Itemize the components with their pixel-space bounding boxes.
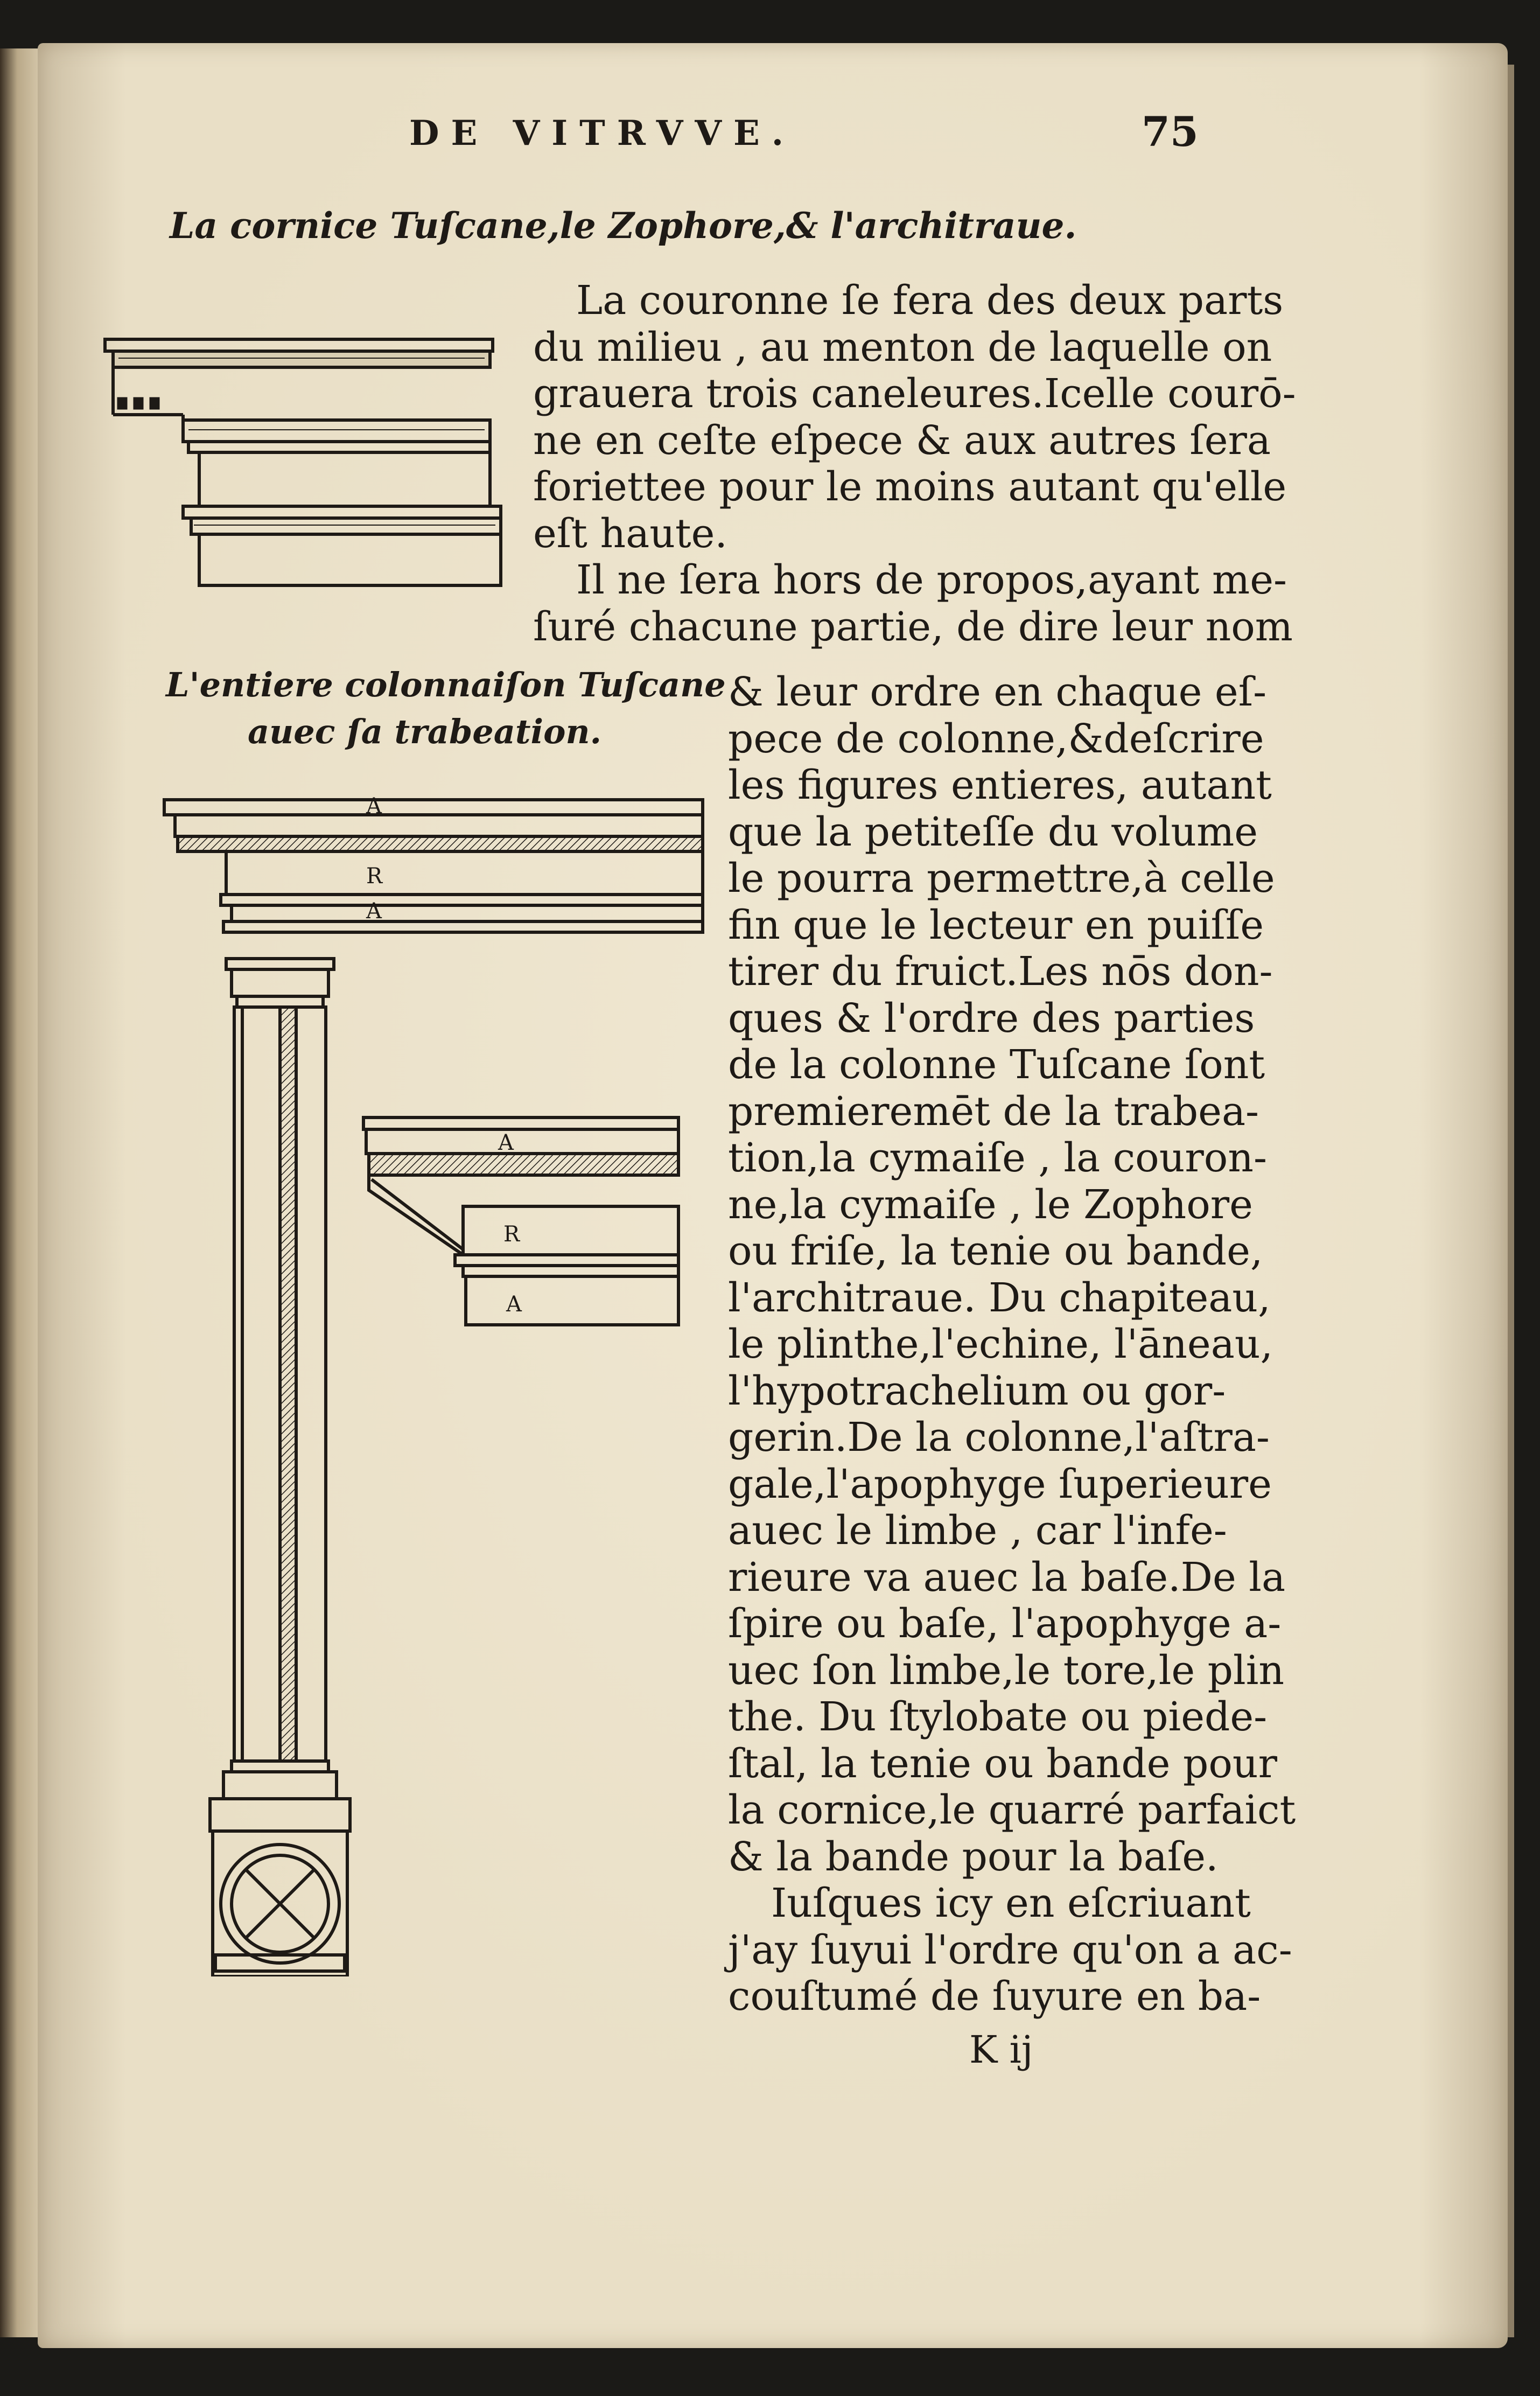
label-upper-r: R [366, 864, 383, 889]
text-line: le plinthe,l'echine, l'āneau, [728, 1321, 1273, 1367]
text-line: ne en ceſte eſpece & aux autres ſera [533, 417, 1271, 464]
caption-colonnaison-line2: auec ſa trabeation. [248, 712, 602, 751]
text-line: Il ne ſera hors de propos,ayant me- [576, 557, 1287, 603]
caption-colonnaison-line1: L'entiere colonnaiſon Tuſcane [166, 665, 726, 704]
label-detail-a2: A [506, 1292, 522, 1317]
text-line: ſpire ou baſe, l'apophyge a- [728, 1601, 1282, 1647]
text-line: du milieu , au menton de laquelle on [533, 324, 1272, 371]
text-line: auec le limbe , car l'infe- [728, 1507, 1227, 1554]
text-line: de la colonne Tuſcane ſont [728, 1042, 1265, 1088]
text-line: couſtumé de ſuyure en ba- [728, 1973, 1261, 2020]
text-line: gale,l'apophyge ſuperieure [728, 1461, 1272, 1507]
left-page-edge [0, 48, 43, 2337]
text-line: ques & l'ordre des parties [728, 995, 1255, 1042]
text-line: ſtal, la tenie ou bande pour [728, 1740, 1277, 1787]
text-line: ne,la cymaiſe , le Zophore [728, 1181, 1253, 1228]
text-line: la cornice,le quarré parfaict [728, 1787, 1296, 1833]
text-line: La couronne ſe fera des deux parts [576, 277, 1284, 324]
text-line: ou friſe, la tenie ou bande, [728, 1228, 1263, 1274]
running-head: DE VITRVVE. [409, 113, 796, 153]
text-line: l'architraue. Du chapiteau, [728, 1274, 1271, 1321]
text-line: grauera trois caneleures.Icelle courō- [533, 371, 1296, 417]
text-line: tirer du fruict.Les nōs don- [728, 948, 1273, 995]
page-number: 75 [1142, 108, 1199, 156]
text-block-lower [728, 669, 1296, 2020]
page-right-edge [1508, 65, 1514, 2337]
text-line: uec ſon limbe,le tore,le plin [728, 1647, 1285, 1694]
text-line: premieremēt de la trabea- [728, 1088, 1259, 1135]
text-line: tion,la cymaiſe , la couron- [728, 1135, 1267, 1181]
cornice-woodcut [102, 334, 506, 592]
text-line: Iuſques icy en eſcriuant [771, 1880, 1251, 1926]
text-line: rieure va auec la baſe.De la [728, 1554, 1286, 1601]
text-block-upper [533, 277, 1296, 650]
text-line: que la petiteſſe du volume [728, 808, 1258, 855]
text-line: eſt haute. [533, 510, 727, 557]
text-line: j'ay ſuyui l'ordre qu'on a ac- [728, 1926, 1292, 1973]
text-line: fin que le lecteur en puiſſe [728, 902, 1264, 948]
text-line: ſuré chacune partie, de dire leur nom [533, 603, 1293, 650]
label-detail-a1: A [498, 1130, 514, 1155]
text-line: the. Du ſtylobate ou piede- [728, 1694, 1268, 1740]
text-line: & la bande pour la baſe. [728, 1833, 1219, 1880]
text-line: le pourra permettre,à celle [728, 855, 1275, 902]
label-upper-a2: A [366, 899, 382, 924]
label-detail-r: R [503, 1222, 520, 1247]
text-line: l'hypotrachelium ou gor- [728, 1367, 1226, 1414]
signature-mark: K ij [969, 2028, 1033, 2072]
label-upper-a1: A [366, 794, 382, 819]
text-line: pece de colonne,&deſcrire [728, 715, 1264, 762]
text-line: foriettee pour le moins autant qu'elle [533, 464, 1287, 510]
text-line: & leur ordre en chaque eſ- [728, 669, 1267, 715]
text-line: gerin.De la colonne,l'aſtra- [728, 1414, 1270, 1461]
tuscan-column-woodcut [162, 792, 722, 1976]
text-line: les figures entieres, autant [728, 762, 1272, 808]
caption-cornice: La cornice Tuſcane,le Zophore,& l'architraue. [170, 205, 1077, 247]
